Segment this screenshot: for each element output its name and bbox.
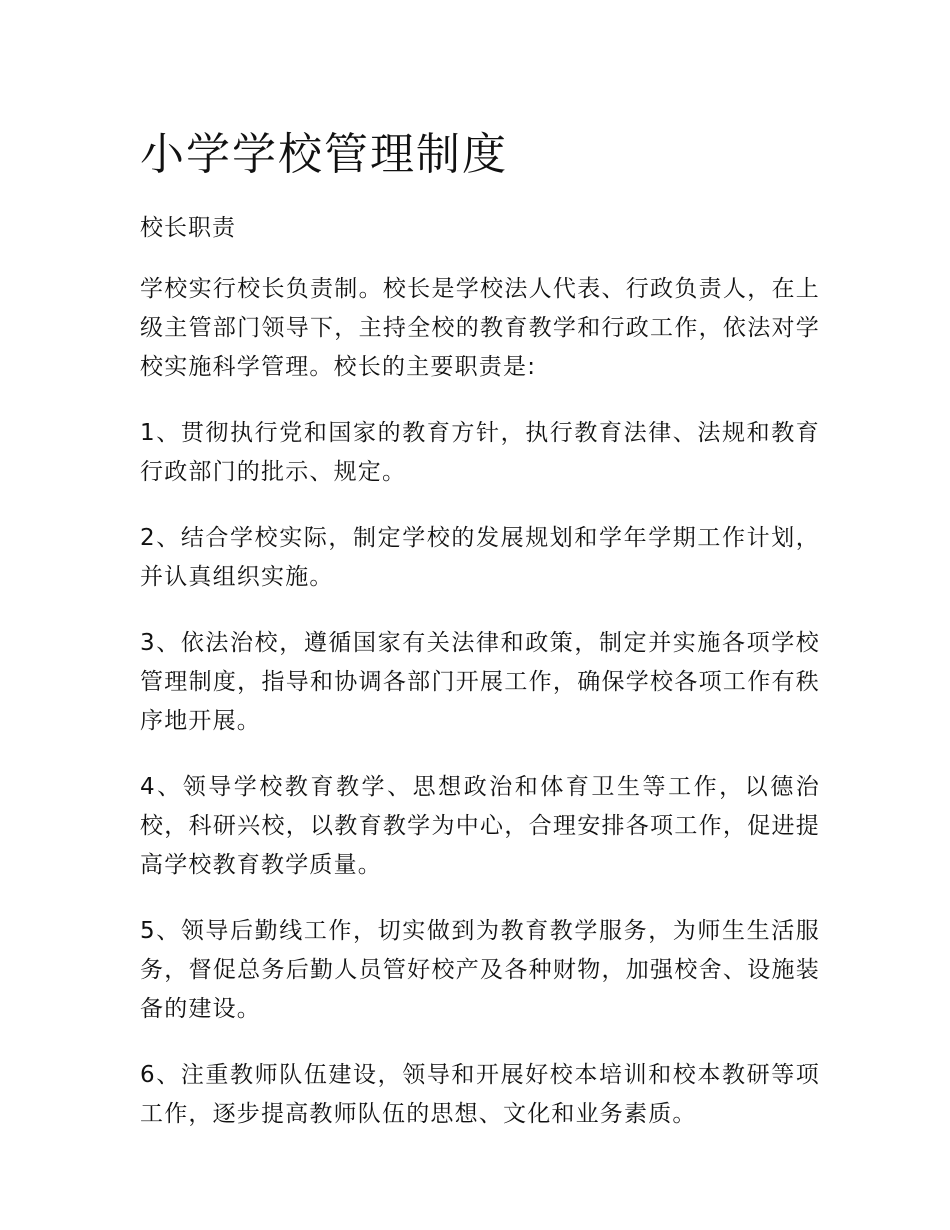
duty-item-6: 6、注重教师队伍建设，领导和开展好校本培训和校本教研等项工作，逐步提高教师队伍的思想、文化和业务素质。 [140, 1062, 820, 1127]
duty-item-1: 1、贯彻执行党和国家的教育方针，执行教育法律、法规和教育行政部门的批示、规定。 [140, 420, 820, 485]
duty-item-2: 2、结合学校实际，制定学校的发展规划和学年学期工作计划，并认真组织实施。 [140, 525, 820, 590]
intro-paragraph: 学校实行校长负责制。校长是学校法人代表、行政负责人，在上级主管部门领导下，主持全校的教育教学和行政工作，依法对学校实施科学管理。校长的主要职责是: [140, 276, 820, 380]
document-title: 小学学校管理制度 [140, 129, 508, 180]
duty-item-4: 4、领导学校教育教学、思想政治和体育卫生等工作，以德治校，科研兴校，以教育教学为中心，合理安排各项工作，促进提高学校教育教学质量。 [140, 774, 820, 878]
duty-item-5: 5、领导后勤线工作，切实做到为教育教学服务，为师生生活服务，督促总务后勤人员管好校产及各种财物，加强校舍、设施装备的建设。 [140, 918, 820, 1022]
section-heading: 校长职责 [140, 215, 236, 241]
duty-item-3: 3、依法治校，遵循国家有关法律和政策，制定并实施各项学校管理制度，指导和协调各部门开展工作，确保学校各项工作有秩序地开展。 [140, 630, 820, 734]
document-body [140, 128, 820, 1134]
